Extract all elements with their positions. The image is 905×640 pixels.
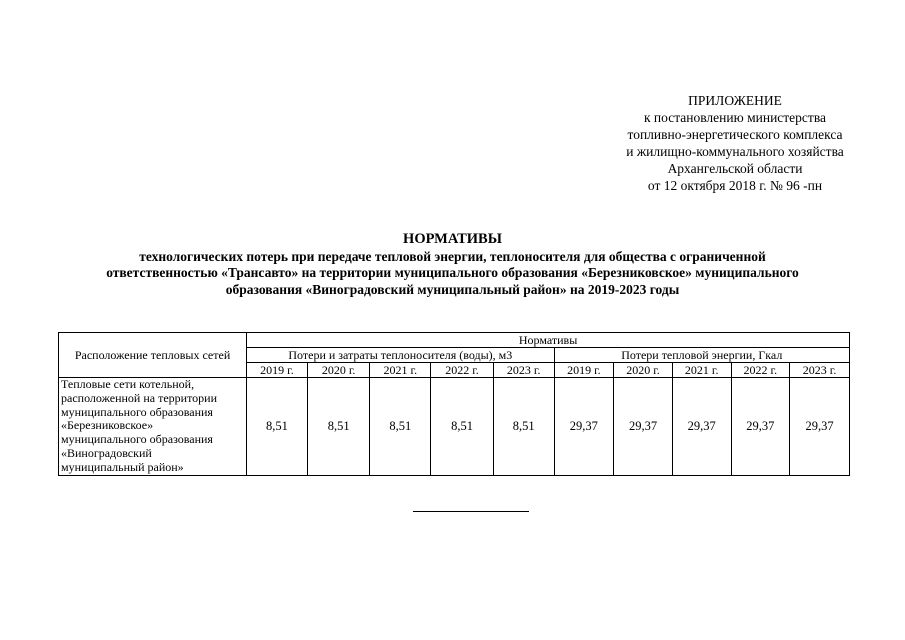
subtitle-line: образования «Виноградовский муниципальный район» на 2019-2023 годы	[225, 281, 680, 297]
coolant-loss-2022: 8,51	[431, 378, 494, 476]
year-header: 2023 г.	[790, 363, 850, 378]
year-header: 2020 г.	[614, 363, 673, 378]
document-title: НОРМАТИВЫ	[403, 231, 502, 247]
table-row	[59, 378, 850, 476]
heat-loss-2020: 29,37	[614, 378, 673, 476]
heat-loss-2019: 29,37	[554, 378, 614, 476]
document-subtitle	[40, 249, 865, 299]
end-divider	[413, 511, 529, 512]
location-cell	[59, 378, 247, 476]
location-line: муниципального образования	[61, 432, 213, 447]
year-header: 2021 г.	[672, 363, 731, 378]
year-header: 2022 г.	[731, 363, 790, 378]
coolant-loss-2021: 8,51	[370, 378, 431, 476]
appendix-heading: ПРИЛОЖЕНИЕ	[688, 93, 782, 108]
coolant-loss-2023: 8,51	[493, 378, 554, 476]
appendix-block	[580, 92, 890, 194]
year-header: 2020 г.	[307, 363, 370, 378]
location-line: муниципального образования	[61, 404, 213, 419]
location-line: расположенной на территории	[61, 390, 217, 405]
location-line: «Березниковское»	[61, 418, 154, 433]
norms-header: Нормативы	[247, 333, 850, 348]
heat-loss-2021: 29,37	[672, 378, 731, 476]
header-row-norms	[59, 333, 850, 348]
document-title-block	[40, 231, 865, 298]
norms-table	[58, 332, 850, 476]
location-column-header: Расположение тепловых сетей	[59, 333, 247, 378]
heat-loss-header: Потери тепловой энергии, Гкал	[554, 348, 849, 363]
year-header: 2023 г.	[493, 363, 554, 378]
subtitle-line: ответственностью «Трансавто» на территории муниципального образования «Березниковское» муниципального	[106, 265, 799, 280]
appendix-line: Архангельской области	[667, 161, 803, 176]
location-line: Тепловые сети котельной,	[61, 377, 195, 391]
appendix-date-line: от 12 октября 2018 г. № 96 -пн	[647, 178, 823, 193]
appendix-line: и жилищно-коммунального хозяйства	[626, 144, 844, 159]
coolant-loss-2020: 8,51	[307, 378, 370, 476]
heat-loss-2022: 29,37	[731, 378, 790, 476]
year-header: 2021 г.	[370, 363, 431, 378]
appendix-line: топливно-энергетического комплекса	[627, 127, 843, 142]
location-line: муниципальный район»	[61, 459, 184, 474]
year-header: 2019 г.	[554, 363, 614, 378]
year-header: 2019 г.	[247, 363, 308, 378]
coolant-loss-2019: 8,51	[247, 378, 308, 476]
location-line: «Виноградовский	[61, 445, 152, 460]
heat-loss-2023: 29,37	[790, 378, 850, 476]
appendix-line: к постановлению министерства	[643, 110, 827, 125]
subtitle-line: технологических потерь при передаче тепловой энергии, теплоносителя для общества с ограниченной	[139, 248, 766, 264]
coolant-loss-header: Потери и затраты теплоносителя (воды), м3	[247, 348, 554, 363]
year-header: 2022 г.	[431, 363, 494, 378]
